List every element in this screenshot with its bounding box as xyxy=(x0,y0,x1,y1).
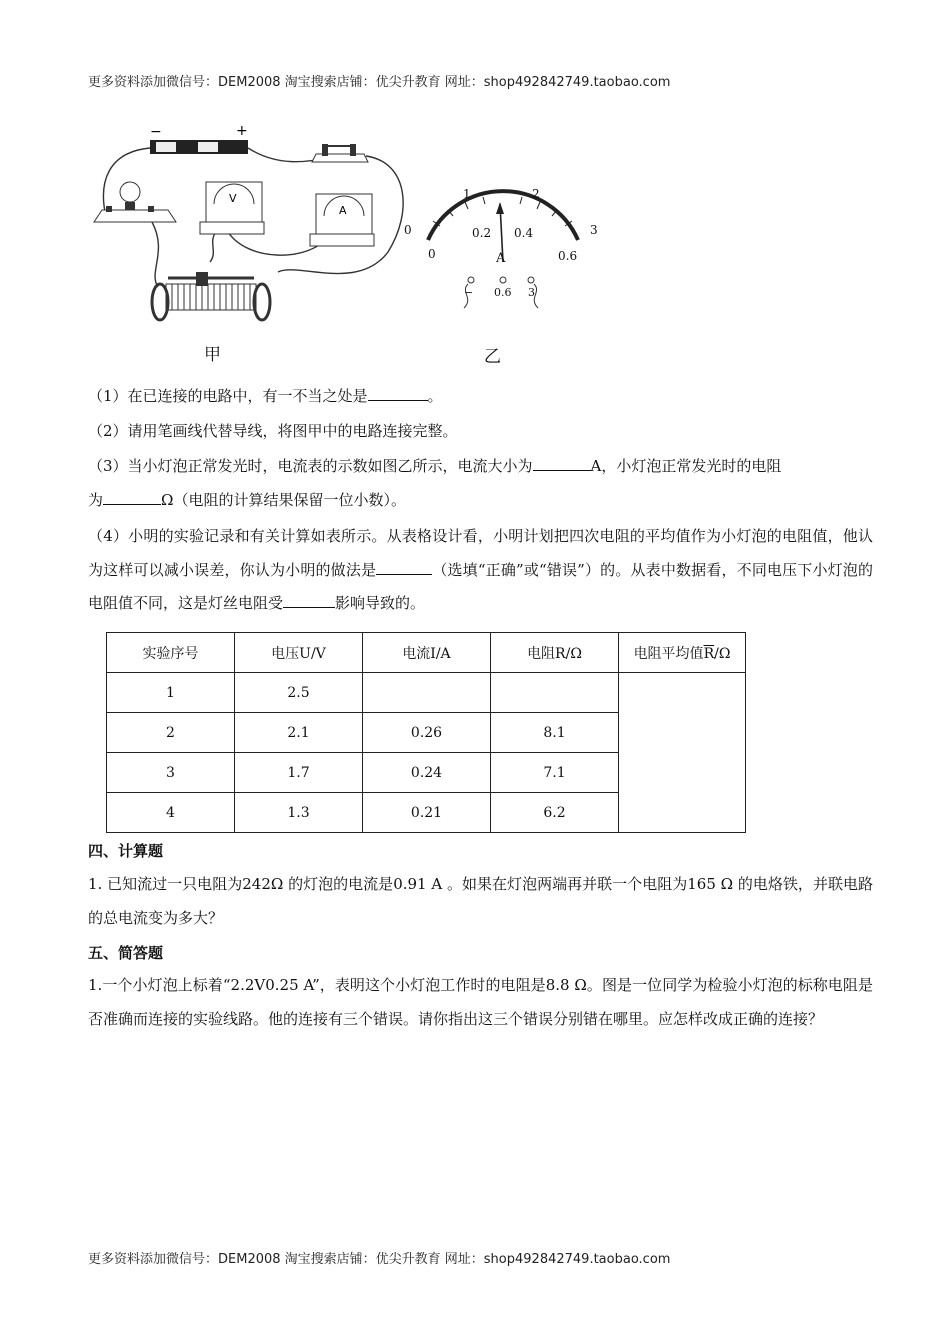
table-cell xyxy=(491,673,619,713)
question-4: （4）小明的实验记录和有关计算如表所示。从表格设计看，小明计划把四次电阻的平均值作为小灯泡的电阻值，他认为这样可以减小误差，你认为小明的做法是 （选填“正确”或“错误”）的。从表中数据看，不同电压下小灯泡的电阻值不同，这是灯丝电阻受 影响导致的。 xyxy=(88,527,873,612)
table-cell: 8.1 xyxy=(491,713,619,753)
battery-minus: − xyxy=(150,124,162,140)
dial-bottom-04: 0.4 xyxy=(514,226,534,240)
terminal-06: 0.6 xyxy=(494,286,512,299)
section-5-title: 五、简答题 xyxy=(88,944,164,962)
terminal-minus: − xyxy=(464,286,474,299)
battery-plus: + xyxy=(236,123,248,139)
wire-voltmeter xyxy=(210,232,216,262)
ammeter-letter: A xyxy=(339,204,347,217)
rheostat xyxy=(152,272,270,320)
table-cell: 2.5 xyxy=(235,673,363,713)
ammeter xyxy=(310,194,374,246)
table-cell: 1.3 xyxy=(235,793,363,833)
table-cell: 7.1 xyxy=(491,753,619,793)
voltmeter xyxy=(200,182,264,234)
table-cell: 2 xyxy=(107,713,235,753)
header-cell: 实验序号 xyxy=(107,633,235,673)
answer-blank-resistance[interactable] xyxy=(103,486,161,505)
table-cell: 0.21 xyxy=(363,793,491,833)
dial-top-3: 3 xyxy=(590,223,598,237)
terminal-3: 3 xyxy=(528,286,535,299)
table-cell: 1 xyxy=(107,673,235,713)
answer-blank-1[interactable] xyxy=(368,382,428,401)
question-2: （2）请用笔画线代替导线，将图甲中的电路连接完整。 xyxy=(88,422,458,440)
table-cell: 4 xyxy=(107,793,235,833)
section-4-title: 四、计算题 xyxy=(88,842,164,860)
table-row xyxy=(107,673,746,713)
experiment-table xyxy=(106,632,746,833)
table-cell: 3 xyxy=(107,753,235,793)
question-3: （3）当小灯泡正常发光时，电流表的示数如图乙所示，电流大小为 A，小灯泡正常发光时的电阻 为 Ω（电阻的计算结果保留一位小数）。 xyxy=(88,450,873,517)
page-footer: 更多资料添加微信号：DEM2008 淘宝搜索店铺：优尖升教育 网址：shop492842749.taobao.com xyxy=(88,1252,671,1267)
header-cell: 电压U/V xyxy=(235,633,363,673)
battery xyxy=(150,140,248,154)
voltmeter-letter: V xyxy=(229,192,237,205)
answer-blank-current[interactable] xyxy=(533,452,591,471)
header-cell-average: 电阻平均值$\overline{R}/\Omega$ xyxy=(619,633,746,673)
section-5-question: 1.一个小灯泡上标着“2.2V0.25 A”，表明这个小灯泡工作时的电阻是8.8 Ω。图是一位同学为检验小灯泡的标称电阻是否准确而连接的实验线路。他的连接有三个错误。请你指出这三个错误分别错在哪里。应怎样改成正确的连接？ xyxy=(88,976,873,1028)
average-cell xyxy=(619,673,746,833)
table-cell xyxy=(363,673,491,713)
table-cell: 6.2 xyxy=(491,793,619,833)
table-cell: 0.24 xyxy=(363,753,491,793)
wire-lamp-to-rheostat xyxy=(152,222,158,287)
circuit-figure xyxy=(88,122,648,372)
table-cell: 1.7 xyxy=(235,753,363,793)
table-cell: 2.1 xyxy=(235,713,363,753)
dial-bottom-0: 0 xyxy=(428,247,436,261)
figure-label-yi: 乙 xyxy=(484,347,501,367)
figure-label-jia: 甲 xyxy=(204,345,221,365)
circuit-diagram xyxy=(88,122,648,372)
dial-bottom-06: 0.6 xyxy=(558,249,578,263)
question-1: （1）在已连接的电路中，有一不当之处是 。 xyxy=(88,380,873,414)
table-cell: 0.26 xyxy=(363,713,491,753)
dial-top-2: 2 xyxy=(532,187,540,201)
answer-blank-correctness[interactable] xyxy=(376,556,432,575)
dial-top-0: 0 xyxy=(404,223,412,237)
dial-top-1: 1 xyxy=(463,187,471,201)
dial-bottom-02: 0.2 xyxy=(472,226,492,240)
header-cell: 电阻R/Ω xyxy=(491,633,619,673)
section-4-question: 1. 已知流过一只电阻为242Ω 的灯泡的电流是0.91 A 。如果在灯泡两端再并联一个电阻为165 Ω 的电烙铁，并联电路的总电流变为多大？ xyxy=(88,875,873,927)
lamp xyxy=(94,182,176,222)
header-cell: 电流I/A xyxy=(363,633,491,673)
table-header-row xyxy=(107,633,746,673)
switch xyxy=(312,144,368,162)
answer-blank-factor[interactable] xyxy=(283,589,335,608)
page-header: 更多资料添加微信号：DEM2008 淘宝搜索店铺：优尖升教育 网址：shop492842749.taobao.com xyxy=(88,75,671,90)
dial-unit: A xyxy=(496,251,506,266)
